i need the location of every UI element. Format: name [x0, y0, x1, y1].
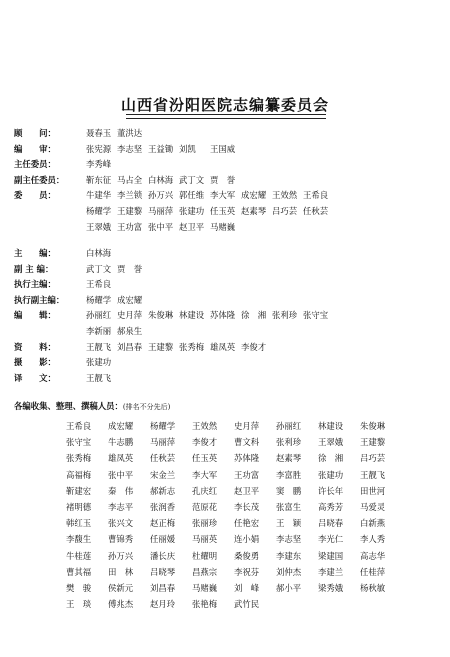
editor-name: 成宏耀 [117, 294, 143, 305]
staff-name: 王 琰 [66, 599, 92, 610]
staff-name: 李祝芬 [234, 566, 260, 577]
editor-label: 主 编： [14, 248, 56, 258]
staff-name: 田 林 [108, 566, 134, 577]
staff-name: 李馥生 [66, 534, 92, 545]
staff-name: 王希良 [66, 421, 92, 431]
editor-name: 郝泉生 [117, 325, 143, 336]
staff-name: 王效然 [192, 421, 218, 431]
member-name: 靳东征 [86, 174, 112, 185]
member-name: 王建黎 [117, 205, 143, 216]
staff-name: 刘昌春 [150, 583, 176, 594]
member-name: 张中平 [148, 221, 174, 232]
editor-label: 编 辑： [14, 310, 56, 321]
member-name: 王功富 [117, 221, 143, 232]
staff-name: 李长茂 [234, 502, 260, 513]
staff-name: 曹锦秀 [108, 534, 134, 545]
editor-name: 张建功 [86, 357, 112, 368]
staff-name: 马丽萍 [150, 437, 176, 448]
staff-name: 高秀芳 [318, 502, 344, 513]
staff-name: 李光仁 [318, 534, 344, 545]
editor-label: 执行主编： [14, 279, 56, 290]
editor-name: 刘昌春 [117, 341, 143, 352]
staff-name: 张丽珍 [192, 518, 218, 529]
staff-name: 孙万兴 [108, 550, 134, 561]
staff-name: 孔庆红 [192, 485, 218, 496]
staff-name: 王翠娥 [318, 437, 344, 448]
staff-row [66, 531, 402, 547]
editor-name: 苏体隆 [210, 310, 236, 321]
staff-name: 杨耀学 [150, 421, 176, 431]
staff-name: 牛志鹏 [108, 437, 134, 448]
staff-name: 高志华 [360, 550, 386, 561]
staff-row [66, 450, 402, 466]
editor-name: 张利珍 [272, 310, 298, 321]
staff-name: 任桂萍 [360, 566, 386, 577]
member-name: 李秀峰 [86, 159, 112, 170]
staff-name: 许长年 [318, 485, 344, 496]
editor-label: 执行副主编： [14, 294, 65, 305]
staff-name: 刘仲杰 [276, 566, 302, 577]
page-title: 山西省汾阳医院志编纂委员会 [120, 96, 329, 114]
staff-name: 刘 峰 [234, 583, 260, 594]
staff-name: 李大军 [192, 469, 218, 480]
staff-name: 韩红玉 [66, 518, 92, 529]
staff-name: 王功富 [234, 469, 260, 480]
member-name: 杨耀学 [86, 205, 112, 216]
staff-name: 雄凤英 [108, 453, 134, 464]
editor-name: 贾 誉 [117, 263, 143, 274]
staff-name: 武竹民 [234, 599, 260, 610]
editor-row-editors [14, 308, 440, 324]
member-row-reviewer [14, 142, 440, 158]
staff-name: 赵月玲 [150, 599, 176, 610]
member-name: 刘凯 [179, 143, 196, 154]
member-name: 任玉英 [210, 205, 236, 216]
editor-row-deputy [14, 262, 440, 278]
editor-name: 白林海 [86, 248, 112, 258]
staff-name: 昌燕宗 [192, 566, 218, 577]
member-label: 委 员： [14, 190, 56, 201]
committee-list [14, 126, 440, 235]
staff-name: 赵卫平 [234, 485, 260, 496]
staff-name: 任玉英 [192, 453, 218, 464]
staff-name: 李俊才 [192, 437, 218, 448]
editor-name: 张秀梅 [179, 341, 205, 352]
staff-name: 李志平 [108, 502, 134, 513]
staff-name: 徐 湘 [318, 453, 344, 464]
staff-note: (排名不分先后) [122, 403, 171, 411]
member-name: 王效然 [272, 190, 298, 201]
staff-name: 连小娟 [234, 534, 260, 545]
editor-label: 资 料： [14, 341, 56, 352]
staff-name: 吕巧芸 [360, 453, 386, 464]
staff-row [66, 564, 402, 580]
staff-name: 成宏耀 [108, 421, 134, 431]
staff-name: 王靓飞 [360, 469, 386, 480]
staff-row [66, 548, 402, 564]
staff-name: 张守宝 [66, 437, 92, 448]
staff-name: 李人秀 [360, 534, 386, 545]
staff-name: 窦 鹏 [276, 485, 302, 496]
editor-name: 徐 湘 [241, 310, 267, 321]
staff-name: 王建黎 [360, 437, 386, 448]
staff-row [66, 580, 402, 596]
staff-name: 褚明德 [66, 502, 92, 513]
member-name: 赵卫平 [179, 221, 205, 232]
staff-name: 靳建宏 [66, 485, 92, 496]
editor-name: 武丁文 [86, 263, 112, 274]
editor-name: 张守宝 [303, 310, 329, 321]
staff-name: 史月萍 [234, 421, 260, 431]
editor-name: 王建黎 [148, 341, 174, 352]
member-name: 吕巧芸 [272, 205, 298, 216]
editor-name: 李俊才 [241, 341, 267, 352]
member-name: 王益锄 [148, 143, 174, 154]
member-name: 聂春玉 [86, 128, 112, 138]
staff-name: 李志坚 [276, 534, 302, 545]
member-name: 任秋芸 [303, 205, 329, 216]
member-name: 成宏耀 [241, 190, 267, 201]
member-name: 李大军 [210, 190, 236, 201]
staff-name: 林建设 [318, 421, 344, 431]
member-name: 王希良 [303, 190, 329, 201]
staff-name: 苏体隆 [234, 453, 260, 464]
editorial-list [14, 246, 440, 386]
staff-name: 桑俊勇 [234, 550, 260, 561]
editor-name: 林建设 [179, 310, 205, 321]
editor-row-chief [14, 246, 440, 262]
member-name: 孙万兴 [148, 190, 174, 201]
staff-name: 高福梅 [66, 469, 92, 480]
staff-name: 朱俊琳 [360, 421, 386, 431]
member-name: 张建功 [179, 205, 205, 216]
editor-name: 朱俊琳 [148, 310, 174, 321]
staff-name: 马赌巍 [192, 583, 218, 594]
staff-name: 任秋芸 [150, 453, 176, 464]
staff-name: 曹文科 [234, 437, 260, 448]
member-name: 贾 誉 [210, 174, 236, 185]
editor-name: 王靓飞 [86, 341, 112, 352]
member-name: 赵素琴 [241, 205, 267, 216]
staff-name: 范原花 [192, 502, 218, 513]
staff-name: 张艳梅 [192, 599, 218, 610]
staff-name: 赵素琴 [276, 453, 302, 464]
staff-row [66, 483, 402, 499]
editor-name: 孙丽红 [86, 310, 112, 321]
staff-name: 李建东 [276, 550, 302, 561]
staff-name: 杜耀明 [192, 550, 218, 561]
editor-label: 摄 影： [14, 357, 56, 368]
staff-name: 任艳宏 [234, 518, 260, 529]
staff-name: 杨秋敏 [360, 583, 386, 594]
member-name: 郭任维 [179, 190, 205, 201]
staff-name: 曹其福 [66, 566, 92, 577]
staff-name: 白新燕 [360, 518, 386, 529]
staff-name: 吕晓春 [318, 518, 344, 529]
staff-name: 任丽媛 [150, 534, 176, 545]
member-name: 武丁文 [179, 174, 205, 185]
staff-name: 牛桂莲 [66, 550, 92, 561]
staff-name: 侯新元 [108, 583, 134, 594]
staff-name: 张利珍 [276, 437, 302, 448]
title-rule-bottom [126, 118, 326, 119]
member-row-committee [14, 188, 440, 204]
editor-name: 雄凤英 [210, 341, 236, 352]
staff-row [66, 418, 402, 434]
staff-name: 潘长庆 [150, 550, 176, 561]
member-name: 马占全 [117, 174, 143, 185]
member-label: 副主任委员： [14, 174, 65, 185]
member-name: 张宪源 [86, 143, 112, 154]
editor-row-photography [14, 355, 440, 371]
staff-name: 梁秀娥 [318, 583, 344, 594]
editor-row-translation [14, 371, 440, 387]
staff-heading [14, 400, 170, 412]
member-row-advisor [14, 126, 440, 142]
member-name: 董洪达 [117, 128, 143, 138]
staff-name: 田世河 [360, 485, 386, 496]
staff-name: 王 颖 [276, 518, 302, 529]
staff-name: 吕晓琴 [150, 566, 176, 577]
staff-name: 樊 骏 [66, 583, 92, 594]
member-name: 李志坚 [117, 143, 143, 154]
member-row-vice-chair [14, 173, 440, 189]
editor-name: 史月萍 [117, 310, 143, 321]
editor-row-editors-cont [14, 324, 440, 340]
editor-name: 杨耀学 [86, 294, 112, 305]
staff-name: 马爱灵 [360, 502, 386, 513]
member-row-chair [14, 157, 440, 173]
staff-name: 梁建国 [318, 550, 344, 561]
editor-name: 王希良 [86, 279, 112, 290]
member-label: 顾 问： [14, 128, 56, 138]
member-name: 王国威 [210, 143, 236, 154]
editor-label: 译 文： [14, 372, 56, 383]
editor-name: 李新丽 [86, 325, 112, 336]
staff-name: 李建兰 [318, 566, 344, 577]
staff-name: 张建功 [318, 469, 344, 480]
member-name: 牛建华 [86, 190, 112, 201]
staff-row [66, 515, 402, 531]
staff-name: 李富胜 [276, 469, 302, 480]
editor-name: 王靓飞 [86, 372, 112, 383]
staff-name: 孙丽红 [276, 421, 302, 431]
staff-name: 张中平 [108, 469, 134, 480]
member-name: 白林海 [148, 174, 174, 185]
staff-row [66, 499, 402, 515]
staff-name: 秦 伟 [108, 485, 134, 496]
staff-name: 赵正梅 [150, 518, 176, 529]
member-name: 马赌巍 [210, 221, 236, 232]
staff-name: 宋金兰 [150, 469, 176, 480]
editor-row-executive-deputy [14, 293, 440, 309]
editor-row-materials [14, 340, 440, 356]
staff-name: 张秀梅 [66, 453, 92, 464]
member-name: 李兰锁 [117, 190, 143, 201]
staff-name: 傅兆杰 [108, 599, 134, 610]
staff-row [66, 596, 402, 612]
editor-label: 副 主 编： [14, 263, 54, 274]
member-name: 马丽萍 [148, 205, 174, 216]
member-name: 王翠娥 [86, 221, 112, 232]
staff-grid [66, 418, 402, 612]
staff-name: 张富生 [276, 502, 302, 513]
staff-name: 张兴文 [108, 518, 134, 529]
staff-name: 郝小平 [276, 583, 302, 594]
staff-name: 马丽英 [192, 534, 218, 545]
editor-row-executive [14, 277, 440, 293]
staff-name: 张润香 [150, 502, 176, 513]
member-label: 主任委员： [14, 159, 56, 170]
staff-name: 郝新志 [150, 485, 176, 496]
member-row-committee-cont2 [14, 220, 440, 236]
title-rule-top [126, 114, 326, 115]
staff-heading-text: 各编收集、整理、撰稿人员： [14, 401, 123, 411]
member-label: 编 审： [14, 143, 56, 154]
staff-row [66, 467, 402, 483]
staff-row [66, 434, 402, 450]
member-row-committee-cont1 [14, 204, 440, 220]
